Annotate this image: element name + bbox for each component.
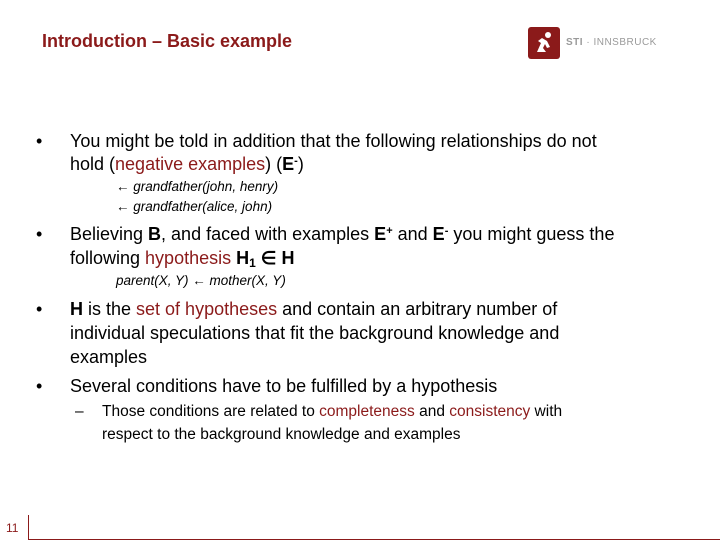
bullet-marker: • xyxy=(36,224,43,244)
bullet-marker: • xyxy=(36,299,43,319)
negative-example-1: ← grandfather(john, henry) xyxy=(116,179,279,194)
logo-text: STI · INNSBRUCK xyxy=(566,37,657,48)
bullet-marker: • xyxy=(36,376,43,396)
sti-innsbruck-logo xyxy=(528,27,698,59)
bullet-3-line-3: examples xyxy=(70,347,148,367)
sti-logo-icon xyxy=(528,27,560,59)
bullet-4: Several conditions have to be fulfilled by a hypothesis xyxy=(70,376,498,396)
page-number: 11 xyxy=(6,521,19,535)
bullet-1-line-1: You might be told in addition that the following relationships do not xyxy=(70,131,597,151)
page-title: Introduction – Basic example xyxy=(42,31,293,51)
bullet-marker: • xyxy=(36,131,43,151)
bullet-3-line-2: individual speculations that fit the background knowledge and xyxy=(70,323,560,343)
sub-bullet-line-1: Those conditions are related to completeness and consistency with xyxy=(102,403,563,420)
sub-bullet-line-2: respect to the background knowledge and examples xyxy=(102,426,461,443)
bullet-1-line-2: hold (negative examples) (E-) xyxy=(70,154,304,174)
negative-example-2: ← grandfather(alice, john) xyxy=(116,199,273,214)
bullet-3-line-1: H is the set of hypotheses and contain an arbitrary number of xyxy=(70,299,558,319)
bullet-2-line-2: following hypothesis $H_1$ ∈ H xyxy=(70,248,295,270)
sub-bullet-marker: – xyxy=(75,403,84,420)
bullet-2-line-1: Believing B, and faced with examples E+ and E- you might guess the xyxy=(70,224,615,244)
hypothesis-example: parent(X, Y) ← mother(X, Y) xyxy=(116,273,286,288)
